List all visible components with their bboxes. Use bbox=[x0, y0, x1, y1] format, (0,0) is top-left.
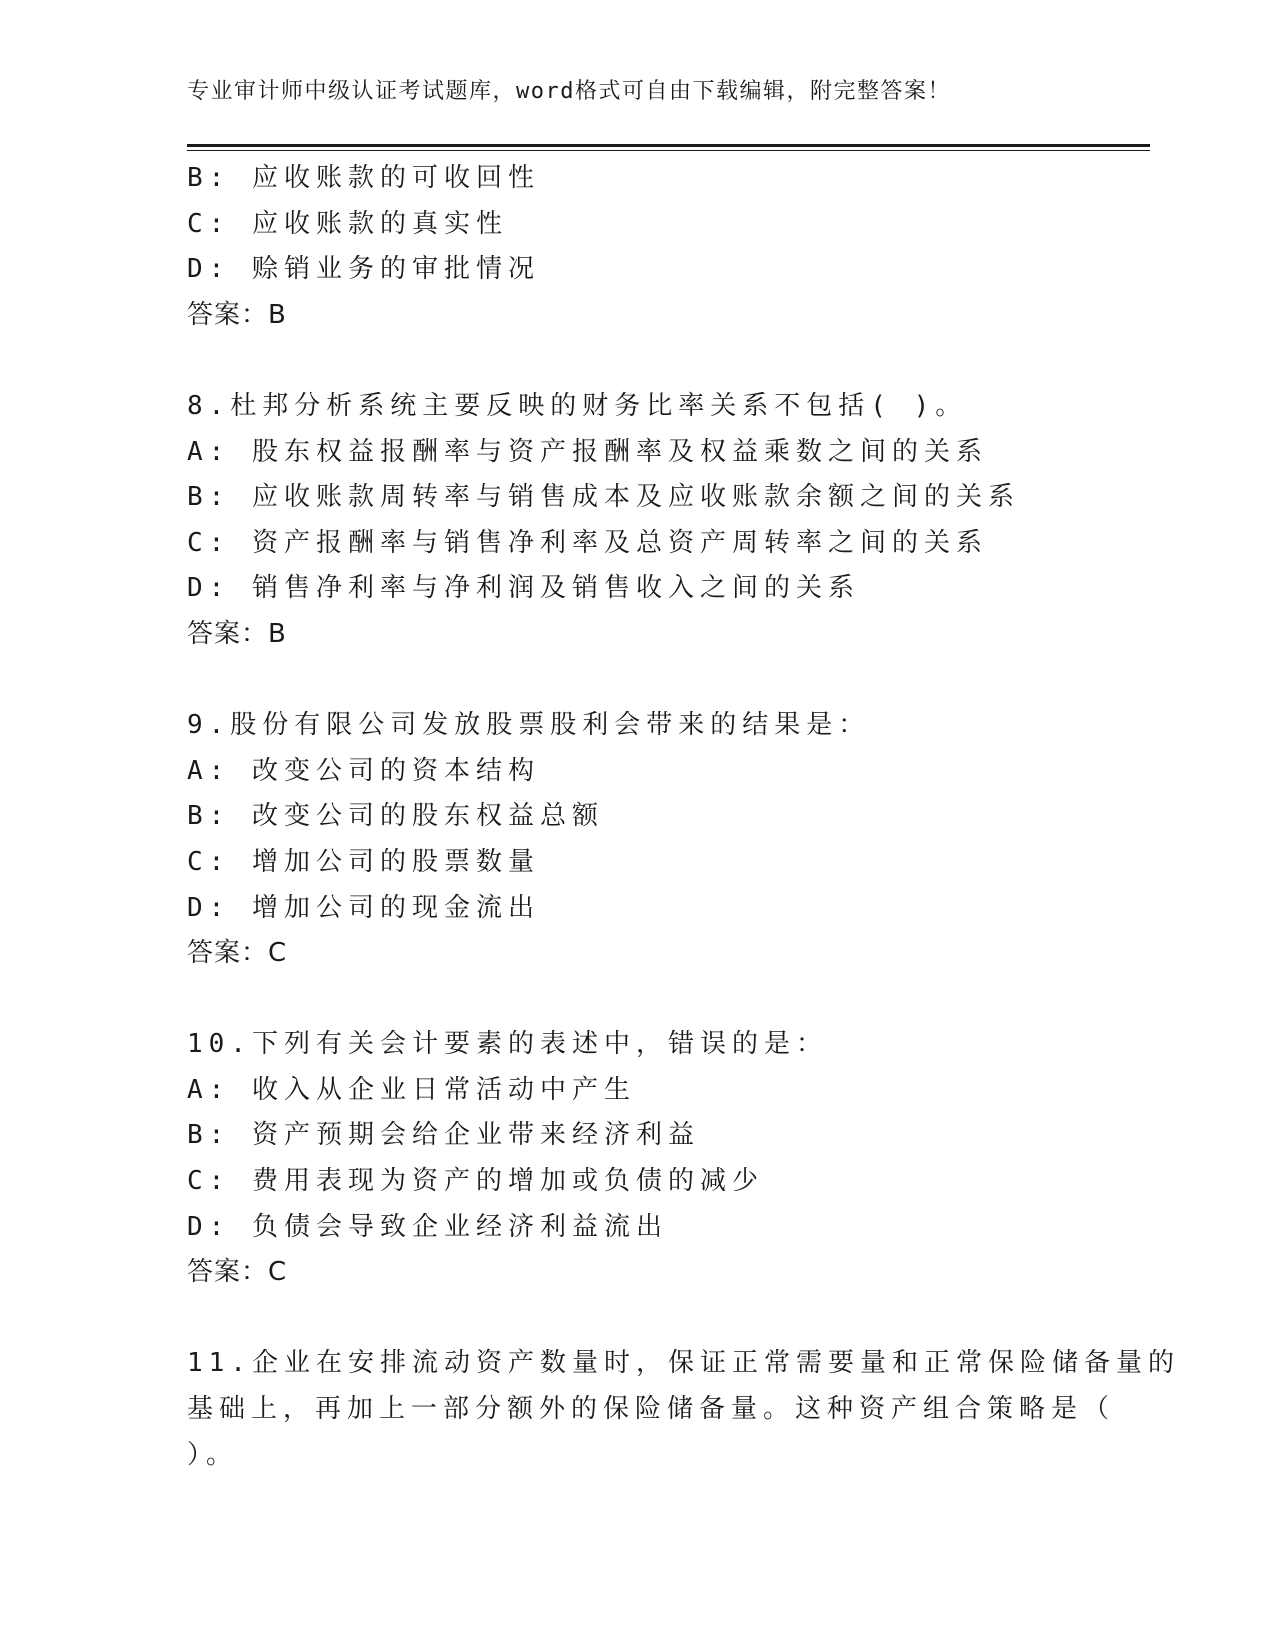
option-d: D: 赊销业务的审批情况 bbox=[187, 254, 540, 285]
question-block bbox=[187, 1022, 1127, 1296]
page-header: 专业审计师中级认证考试题库，word格式可自由下载编辑，附完整答案！ bbox=[187, 79, 951, 104]
header-divider-thick bbox=[187, 144, 1150, 147]
option-b: B: 应收账款的可收回性 bbox=[187, 163, 540, 193]
header-divider-thin bbox=[187, 150, 1150, 151]
question-block bbox=[187, 1341, 1180, 1478]
option-b: B: 资产预期会给企业带来经济利益 bbox=[187, 1120, 700, 1151]
answer: 答案：B bbox=[187, 299, 287, 330]
question-stem-line-2: 基础上，再加上一部分额外的保险储备量。这种资产组合策略是（ bbox=[187, 1394, 1116, 1425]
question-stem: 9.股份有限公司发放股票股利会带来的结果是： bbox=[187, 710, 871, 741]
question-stem-line-3: ）。 bbox=[187, 1439, 239, 1470]
option-c: C: 应收账款的真实性 bbox=[187, 208, 508, 239]
question-list bbox=[187, 156, 1180, 1478]
question-block bbox=[187, 156, 1127, 338]
answer: 答案：C bbox=[187, 1257, 288, 1288]
question-block bbox=[187, 703, 1127, 977]
option-a: A: 股东权益报酬率与资产报酬率及权益乘数之间的关系 bbox=[187, 436, 988, 467]
option-d: D: 负债会导致企业经济利益流出 bbox=[187, 1211, 668, 1242]
option-c: C: 增加公司的股票数量 bbox=[187, 846, 540, 877]
option-d: D: 增加公司的现金流出 bbox=[187, 892, 540, 923]
option-a: A: 收入从企业日常活动中产生 bbox=[187, 1074, 636, 1105]
answer: 答案：C bbox=[187, 938, 288, 969]
option-c: C: 资产报酬率与销售净利率及总资产周转率之间的关系 bbox=[187, 527, 988, 558]
answer: 答案：B bbox=[187, 618, 287, 649]
question-block bbox=[187, 384, 1127, 658]
option-b: B: 应收账款周转率与销售成本及应收账款余额之间的关系 bbox=[187, 482, 1020, 513]
question-stem: 8.杜邦分析系统主要反映的财务比率关系不包括( )。 bbox=[187, 390, 968, 421]
question-stem-line-1: 11.企业在安排流动资产数量时，保证正常需要量和正常保险储备量的 bbox=[187, 1348, 1180, 1379]
option-a: A: 改变公司的资本结构 bbox=[187, 755, 540, 786]
option-b: B: 改变公司的股东权益总额 bbox=[187, 801, 604, 832]
option-d: D: 销售净利率与净利润及销售收入之间的关系 bbox=[187, 573, 860, 604]
question-stem: 10.下列有关会计要素的表述中，错误的是： bbox=[187, 1029, 828, 1060]
option-c: C: 费用表现为资产的增加或负债的减少 bbox=[187, 1166, 764, 1197]
